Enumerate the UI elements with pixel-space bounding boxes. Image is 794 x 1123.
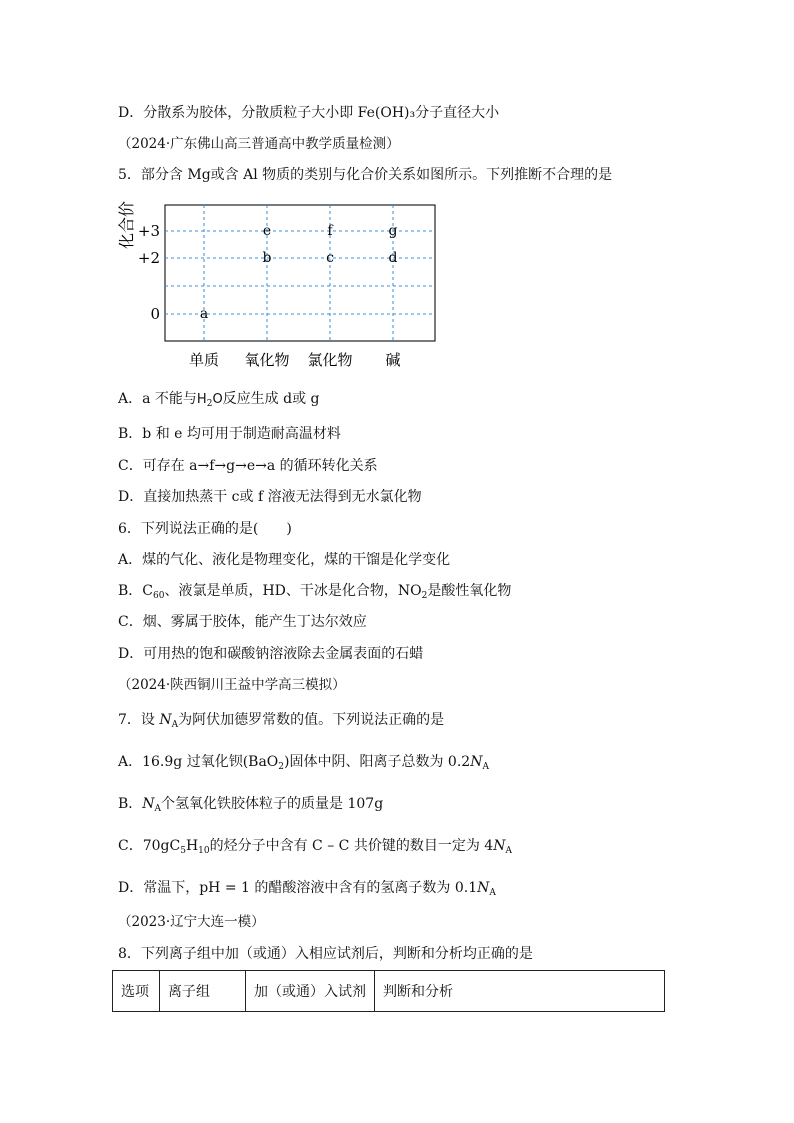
- source-note-3: （2023·辽宁大连一模）: [118, 914, 265, 930]
- q7-option-c: C．$70gC_5H_{10}$的烃分子中含有 C – C 共价键的数目一定为 $4N_A$: [118, 838, 512, 856]
- question-6-stem: 6．下列说法正确的是( ): [118, 521, 292, 537]
- q6-option-b: B．$C_{60}$、液氯是单质，HD、干冰是化合物，$NO_2$是酸性氧化物: [118, 583, 512, 601]
- q5-option-c: C．可存在 a→f→g→e→a 的循环转化关系: [118, 458, 378, 474]
- table-header-row: [113, 971, 665, 1012]
- y-tick-label: +3: [137, 222, 160, 240]
- table-header-cell: 选项: [113, 971, 160, 1012]
- q6-option-d: D．可用热的饱和碳酸钠溶液除去金属表面的石蜡: [118, 646, 424, 662]
- point-label-f: f: [327, 223, 333, 239]
- chart-points: [200, 223, 398, 322]
- table-header-cell: 离子组: [160, 971, 246, 1012]
- point-label-c: c: [326, 250, 334, 266]
- chart-x-categories: [189, 351, 401, 369]
- q7-option-d: D．常温下，pH = 1 的醋酸溶液中含有的氢离子数为 $0.1N_A$: [118, 880, 496, 898]
- x-category-label: 碱: [385, 351, 401, 369]
- q5-option-a: A．a 不能与$H_2O$反应生成 d或 g: [118, 391, 320, 409]
- source-note-2: （2024·陕西铜川王益中学高三模拟）: [118, 677, 346, 693]
- source-note-1: （2024·广东佛山高三普通高中教学质量检测）: [118, 136, 400, 152]
- point-label-b: b: [262, 250, 272, 266]
- point-label-e: e: [262, 223, 272, 239]
- chart-y-ticks: [138, 222, 160, 323]
- q6-option-a: A．煤的气化、液化是物理变化，煤的干馏是化学变化: [118, 552, 451, 568]
- q4-option-d: D．分散系为胶体，分散质粒子大小即 Fe(OH)₃分子直径大小: [118, 105, 500, 121]
- y-tick-label: 0: [150, 305, 160, 323]
- chart-ylabel: 化合价: [117, 200, 136, 250]
- point-label-a: a: [199, 306, 209, 322]
- q8-table: [112, 970, 665, 1012]
- y-tick-label: +2: [137, 249, 160, 267]
- point-label-g: g: [388, 223, 398, 239]
- point-label-d: d: [388, 250, 398, 266]
- question-8-stem: 8．下列离子组中加（或通）入相应试剂后，判断和分析均正确的是: [118, 946, 533, 962]
- valence-category-chart: [110, 195, 450, 375]
- q6-option-c: C．烟、雾属于胶体，能产生丁达尔效应: [118, 614, 367, 630]
- q5-option-b: B．b 和 e 均可用于制造耐高温材料: [118, 426, 341, 442]
- x-category-label: 氯化物: [307, 351, 353, 369]
- question-7-stem: 7．设 $N_A$为阿伏加德罗常数的值。下列说法正确的是: [118, 712, 445, 730]
- q5-option-d: D．直接加热蒸干 c或 f 溶液无法得到无水氯化物: [118, 489, 422, 505]
- x-category-label: 单质: [188, 351, 220, 369]
- x-category-label: 氧化物: [244, 351, 290, 369]
- table-header-cell: 加（或通）入试剂: [246, 971, 375, 1012]
- table-header-cell: 判断和分析: [375, 971, 665, 1012]
- q7-option-b: B．$N_A$个氢氧化铁胶体粒子的质量是 107g: [118, 796, 384, 814]
- question-5-stem: 5．部分含 Mg或含 Al 物质的类别与化合价关系如图所示。下列推断不合理的是: [118, 167, 613, 183]
- q7-option-a: A．16.9g 过氧化钡(BaO$_2$)固体中阴、阳离子总数为 $0.2N_A$: [118, 754, 489, 772]
